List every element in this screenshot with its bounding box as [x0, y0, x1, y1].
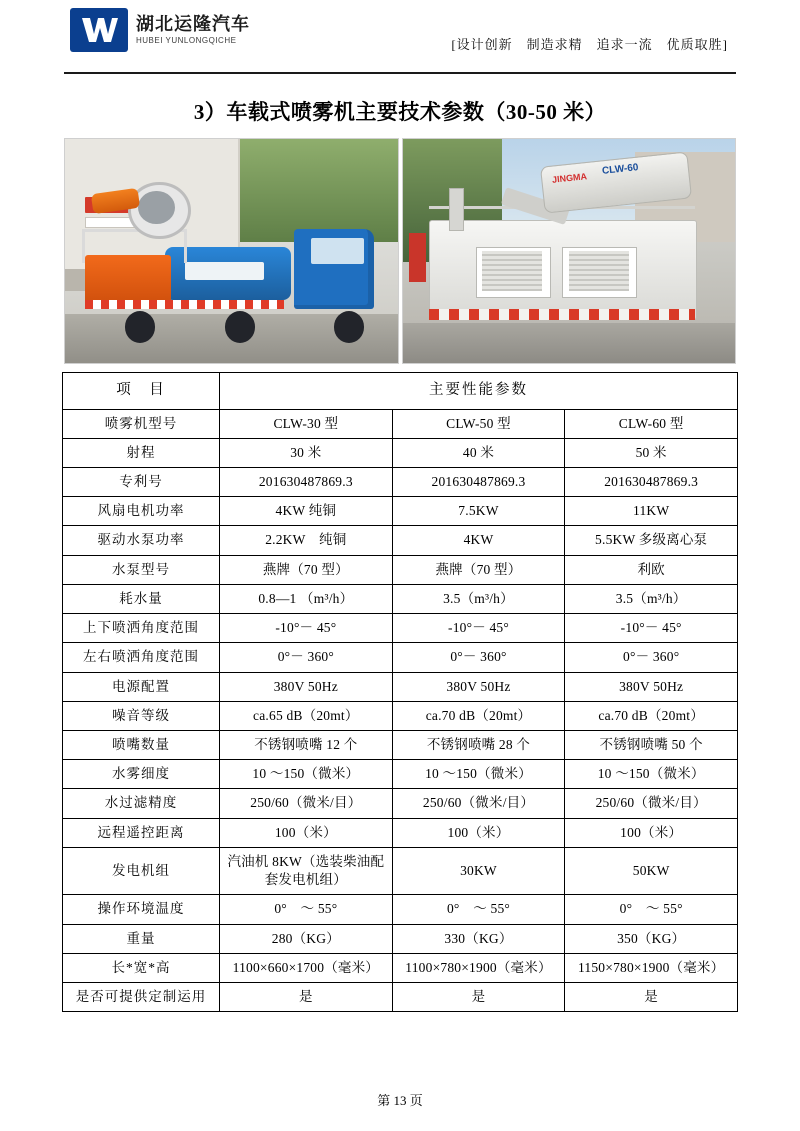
row-value-clw60: 不锈钢喷嘴 50 个 [565, 730, 738, 759]
row-value-clw60: 11KW [565, 497, 738, 526]
table-row [63, 895, 738, 924]
photo-truck-left [64, 138, 399, 364]
table-row [63, 701, 738, 730]
row-value-clw50: 不锈钢喷嘴 28 个 [392, 730, 565, 759]
row-label: 上下喷洒角度范围 [63, 614, 220, 643]
row-value-clw50: 201630487869.3 [392, 468, 565, 497]
table-row [63, 730, 738, 759]
row-value-clw30: 30 米 [220, 438, 393, 467]
row-label: 发电机组 [63, 847, 220, 894]
row-value-clw30: ca.65 dB（20mt） [220, 701, 393, 730]
table-row [63, 614, 738, 643]
header-cell-params: 主要性能参数 [220, 373, 738, 410]
row-value-clw60: 3.5（m³/h） [565, 584, 738, 613]
logo-swoosh-icon [78, 14, 120, 46]
company-logo [70, 8, 250, 52]
table-row [63, 409, 738, 438]
spec-table-body [63, 373, 738, 1012]
row-value-clw50: 10 ～150（微米） [392, 760, 565, 789]
row-value-clw60: 100（米） [565, 818, 738, 847]
row-label: 风扇电机功率 [63, 497, 220, 526]
row-label: 操作环境温度 [63, 895, 220, 924]
row-value-clw50: -10°－ 45° [392, 614, 565, 643]
row-value-clw60: 是 [565, 982, 738, 1011]
row-value-clw30: 250/60（微米/目） [220, 789, 393, 818]
page-footer [0, 1090, 800, 1109]
table-header-row [63, 373, 738, 410]
row-value-clw60: 250/60（微米/目） [565, 789, 738, 818]
row-value-clw50: 330（KG） [392, 924, 565, 953]
row-value-clw60: 50 米 [565, 438, 738, 467]
row-value-clw60: 5.5KW 多级离心泵 [565, 526, 738, 555]
photo-sprayer-right [402, 138, 737, 364]
table-row [63, 953, 738, 982]
row-value-clw30: 1100×660×1700（毫米） [220, 953, 393, 982]
row-value-clw60: 0° ～ 55° [565, 895, 738, 924]
table-row [63, 497, 738, 526]
row-label: 左右喷洒角度范围 [63, 643, 220, 672]
row-value-clw30: 280（KG） [220, 924, 393, 953]
logo-company-name-cn: 湖北运隆汽车 [136, 13, 250, 34]
table-row [63, 789, 738, 818]
row-value-clw60: 50KW [565, 847, 738, 894]
row-value-clw30: 汽油机 8KW（选装柴油配套发电机组） [220, 847, 393, 894]
row-value-clw50: 4KW [392, 526, 565, 555]
row-value-clw50: 3.5（m³/h） [392, 584, 565, 613]
row-value-clw50: 7.5KW [392, 497, 565, 526]
row-value-clw50: 燕牌（70 型） [392, 555, 565, 584]
table-row [63, 924, 738, 953]
row-value-clw30: 380V 50Hz [220, 672, 393, 701]
row-value-clw50: 1100×780×1900（毫米） [392, 953, 565, 982]
page-header [62, 0, 738, 76]
row-value-clw50: ca.70 dB（20mt） [392, 701, 565, 730]
row-label: 电源配置 [63, 672, 220, 701]
table-row [63, 672, 738, 701]
table-row [63, 468, 738, 497]
row-label: 噪音等级 [63, 701, 220, 730]
row-label: 是否可提供定制运用 [63, 982, 220, 1011]
row-value-clw30: 是 [220, 982, 393, 1011]
row-value-clw50: 100（米） [392, 818, 565, 847]
table-row [63, 526, 738, 555]
row-label: 喷雾机型号 [63, 409, 220, 438]
row-value-clw50: 0°－ 360° [392, 643, 565, 672]
row-value-clw60: ca.70 dB（20mt） [565, 701, 738, 730]
sprayer-brand-label: JINGMA [551, 170, 588, 185]
row-value-clw60: 10 ～150（微米） [565, 760, 738, 789]
table-row [63, 847, 738, 894]
row-label: 长*宽*高 [63, 953, 220, 982]
row-value-clw30: -10°－ 45° [220, 614, 393, 643]
row-value-clw60: 380V 50Hz [565, 672, 738, 701]
photo-row [64, 138, 736, 364]
header-divider [64, 72, 736, 74]
row-value-clw50: 是 [392, 982, 565, 1011]
page-number: 第 13 页 [377, 1093, 423, 1108]
row-label: 专利号 [63, 468, 220, 497]
row-value-clw50: 0° ～ 55° [392, 895, 565, 924]
row-label: 重量 [63, 924, 220, 953]
row-value-clw60: -10°－ 45° [565, 614, 738, 643]
row-label: 水泵型号 [63, 555, 220, 584]
row-value-clw50: 250/60（微米/目） [392, 789, 565, 818]
table-row [63, 982, 738, 1011]
row-value-clw30: 0° ～ 55° [220, 895, 393, 924]
table-row [63, 760, 738, 789]
row-value-clw30: 4KW 纯铜 [220, 497, 393, 526]
spec-table [62, 372, 738, 1012]
row-value-clw30: 201630487869.3 [220, 468, 393, 497]
logo-company-name-en: HUBEI YUNLONGQICHE [136, 35, 237, 45]
sprayer-model-label: CLW-60 [601, 161, 639, 177]
logo-text [136, 15, 250, 45]
table-row [63, 643, 738, 672]
row-value-clw60: 0°－ 360° [565, 643, 738, 672]
row-value-clw30: 不锈钢喷嘴 12 个 [220, 730, 393, 759]
row-value-clw50: CLW-50 型 [392, 409, 565, 438]
table-row [63, 584, 738, 613]
table-row [63, 555, 738, 584]
row-value-clw60: 201630487869.3 [565, 468, 738, 497]
row-value-clw30: 0°－ 360° [220, 643, 393, 672]
row-value-clw50: 380V 50Hz [392, 672, 565, 701]
page-title: 3）车载式喷雾机主要技术参数（30-50 米） [193, 100, 607, 124]
row-label: 耗水量 [63, 584, 220, 613]
row-value-clw30: 2.2KW 纯铜 [220, 526, 393, 555]
table-row [63, 438, 738, 467]
row-label: 水过滤精度 [63, 789, 220, 818]
row-value-clw60: CLW-60 型 [565, 409, 738, 438]
row-value-clw50: 40 米 [392, 438, 565, 467]
row-value-clw50: 30KW [392, 847, 565, 894]
logo-mark-icon [70, 8, 128, 52]
row-value-clw30: 100（米） [220, 818, 393, 847]
row-value-clw60: 利欧 [565, 555, 738, 584]
row-label: 射程 [63, 438, 220, 467]
row-value-clw60: 1150×780×1900（毫米） [565, 953, 738, 982]
row-value-clw60: 350（KG） [565, 924, 738, 953]
row-value-clw30: CLW-30 型 [220, 409, 393, 438]
row-label: 水雾细度 [63, 760, 220, 789]
header-slogan: [设计创新 制造求精 追求一流 优质取胜] [451, 37, 728, 52]
row-value-clw30: 10 ～150（微米） [220, 760, 393, 789]
row-label: 驱动水泵功率 [63, 526, 220, 555]
row-value-clw30: 燕牌（70 型） [220, 555, 393, 584]
row-label: 远程遥控距离 [63, 818, 220, 847]
header-cell-item: 项 目 [63, 373, 220, 410]
table-row [63, 818, 738, 847]
row-value-clw30: 0.8—1 （m³/h） [220, 584, 393, 613]
row-label: 喷嘴数量 [63, 730, 220, 759]
